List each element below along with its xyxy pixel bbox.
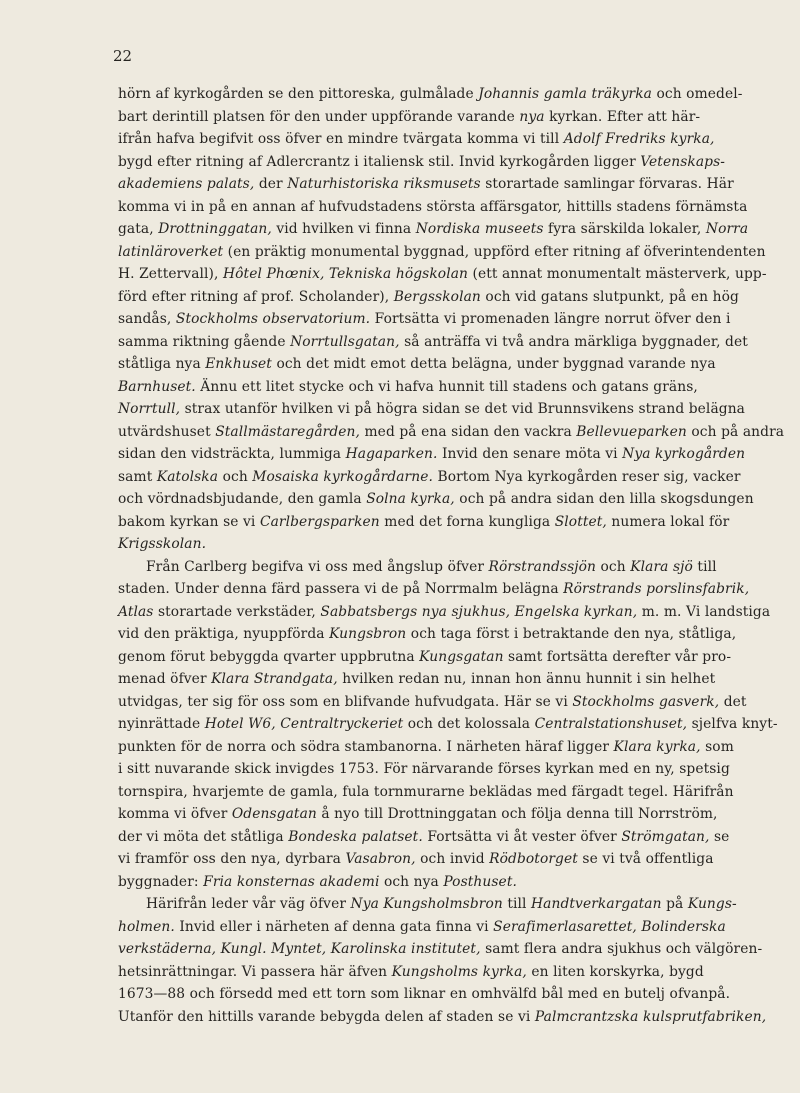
text-line xyxy=(118,196,748,219)
text: kyrkan. Efter att här- xyxy=(544,108,701,125)
text: komma vi öfver xyxy=(118,806,232,822)
text-line xyxy=(118,601,771,624)
text: som xyxy=(700,738,734,755)
text: nyinrättade xyxy=(118,716,205,732)
text: sidan den vidsträckta, lummiga xyxy=(118,446,346,462)
italic-text: Sabbatsbergs nya sjukhus, Engelska kyrkan, xyxy=(320,603,638,620)
text-line xyxy=(118,691,747,714)
text: och vid gatans slutpunkt, på en hög xyxy=(480,288,739,305)
text-line xyxy=(118,286,739,309)
text: så anträffa vi två andra märkliga byggnader, det xyxy=(399,333,748,350)
italic-text: Johannis gamla träkyrka xyxy=(478,86,652,102)
text: med det forna kungliga xyxy=(379,513,555,530)
italic-text: Vetenskaps- xyxy=(640,153,726,170)
text-line xyxy=(118,983,731,1006)
text-line xyxy=(118,893,737,916)
text: Invid den senare möta vi xyxy=(437,446,623,462)
italic-text: Odensgatan xyxy=(231,806,317,822)
italic-text: Palmcrantzska kulsprutfabriken, xyxy=(534,1008,767,1025)
text: sandås, xyxy=(118,311,176,327)
text: till xyxy=(502,896,532,912)
italic-text: Naturhistoriska riksmusets xyxy=(287,176,481,192)
text-line xyxy=(118,848,714,871)
italic-text: Rörstrands porslinsfabrik, xyxy=(563,581,750,597)
italic-text: Bellevueparken xyxy=(576,423,687,440)
text-line xyxy=(118,938,763,961)
body-text xyxy=(118,83,785,1028)
italic-text: Rödbotorget xyxy=(489,851,578,867)
text: utvärdshuset xyxy=(118,423,216,440)
text: strax utanför hvilken vi på högra sidan se det vid Brunnsvikens strand belägna xyxy=(180,401,746,417)
text: samt xyxy=(118,468,157,485)
text: det xyxy=(719,693,747,710)
text: och på andra xyxy=(686,423,785,440)
text: Från Carlberg begifva vi oss med ångslup öfver xyxy=(146,558,489,575)
text: och på andra sidan den lilla skogsdungen xyxy=(454,491,754,507)
italic-text: Norra xyxy=(705,221,749,237)
text-line xyxy=(118,736,734,759)
text: der vi möta det ståtliga xyxy=(118,828,289,845)
italic-text: Vasabron, xyxy=(345,851,416,867)
text-line xyxy=(118,173,734,196)
text: bygd efter ritning af Adlercrantz i italiensk stil. Invid kyrkogården ligger xyxy=(118,153,641,170)
text: Härifrån leder vår väg öfver xyxy=(146,896,351,912)
text-line xyxy=(118,1006,767,1029)
italic-text: Bergsskolan xyxy=(393,288,481,305)
text-line xyxy=(118,128,715,151)
text: en liten korskyrka, bygd xyxy=(526,963,704,980)
text: hvilken redan nu, innan hon ännu hunnit i sin helhet xyxy=(337,671,716,687)
text: Bortom Nya kyrkogården reser sig, vacker xyxy=(432,468,741,485)
text-line xyxy=(118,263,767,286)
italic-text: Kungsholms kyrka, xyxy=(391,963,527,980)
italic-text: Klara kyrka, xyxy=(613,738,701,755)
text: byggnader: xyxy=(118,873,204,890)
text: Fortsätta vi åt vester öfver xyxy=(422,828,622,845)
text: och vördnadsbjudande, den gamla xyxy=(118,491,367,507)
italic-text: Drottninggatan, xyxy=(158,221,272,237)
text: der xyxy=(254,176,288,192)
text-line xyxy=(118,916,726,939)
italic-text: Kungs- xyxy=(687,896,737,912)
text: å nyo till Drottninggatan och följa denna till Norrström, xyxy=(316,806,718,822)
text: och nya xyxy=(379,873,444,890)
italic-text: Fria konsternas akademi xyxy=(203,873,380,890)
italic-text: Carlbergsparken xyxy=(259,513,380,530)
italic-text: Solna kyrka, xyxy=(366,491,455,507)
text: till xyxy=(692,558,717,575)
italic-text: Stallmästaregården, xyxy=(215,423,361,440)
text-line xyxy=(118,151,726,174)
text-line xyxy=(118,83,743,106)
text: tornspira, hvarjemte de gamla, fula tornmurarne beklädas med färgadt tegel. Härifrån xyxy=(118,783,734,800)
text: på xyxy=(661,896,688,912)
italic-text: Nya Kungsholmsbron xyxy=(350,896,503,912)
text: bakom kyrkan se vi xyxy=(118,513,260,530)
text-line xyxy=(118,781,734,804)
italic-text: nya xyxy=(519,108,545,125)
text-line xyxy=(118,308,731,331)
text: ståtliga nya xyxy=(118,356,206,372)
italic-text: Stockholms observatorium. xyxy=(175,311,371,327)
text: förd efter ritning af prof. Scholander), xyxy=(118,288,394,305)
text: fyra särskilda lokaler, xyxy=(543,221,706,237)
text: genom förut bebyggda qvarter uppbrutna xyxy=(118,648,420,665)
italic-text: Hagaparken. xyxy=(345,446,438,462)
italic-text: Hotel W6, Centraltryckeriet xyxy=(204,716,404,732)
italic-text: Centralstationshuset, xyxy=(534,716,688,732)
italic-text: Norrtull, xyxy=(118,401,181,417)
italic-text: Bondeska palatset. xyxy=(288,828,423,845)
text-line xyxy=(118,421,785,444)
italic-text: Serafimerlasarettet, Bolinderska xyxy=(493,918,726,935)
text: Fortsätta vi promenaden längre norrut öfver den i xyxy=(370,311,731,327)
italic-text: Handtverkargatan xyxy=(531,896,662,912)
text-line xyxy=(118,826,730,849)
italic-text: Kungsbron xyxy=(329,626,407,642)
text: ifrån hafva begifvit oss öfver en mindre tvärgata komma vi till xyxy=(118,131,564,147)
text: i sitt nuvarande skick invigdes 1753. För närvarande förses kyrkan med en ny, spetsig xyxy=(118,761,730,777)
italic-text: latinläroverket xyxy=(118,243,224,260)
italic-text: Atlas xyxy=(118,603,154,620)
text: Ännu ett litet stycke och vi hafva hunnit till stadens och gatans gräns, xyxy=(195,378,698,395)
text: och xyxy=(596,558,631,575)
text-line xyxy=(118,713,778,736)
italic-text: Klara sjö xyxy=(630,558,693,575)
text: bart derintill platsen för den under uppförande varande xyxy=(118,108,520,125)
text: punkten för de norra och södra stambanorna. I närheten häraf ligger xyxy=(118,738,614,755)
text: se xyxy=(709,828,730,845)
italic-text: Katolska xyxy=(156,468,219,485)
italic-text: Slottet, xyxy=(554,513,607,530)
italic-text: Stockholms gasverk, xyxy=(572,693,720,710)
text-line xyxy=(118,646,732,669)
text-line xyxy=(118,961,704,984)
text-line xyxy=(118,106,701,129)
text: storartade samlingar förvaras. Här xyxy=(480,176,734,192)
italic-text: Adolf Fredriks kyrka, xyxy=(563,131,715,147)
text-line xyxy=(118,331,748,354)
text-line xyxy=(118,241,766,264)
text: med på ena sidan den vackra xyxy=(360,423,577,440)
text-line xyxy=(118,398,746,421)
text-line xyxy=(118,668,716,691)
text: hetsinrättningar. Vi passera här äfven xyxy=(118,963,392,980)
italic-text: Enkhuset xyxy=(205,356,272,372)
text: och xyxy=(218,468,253,485)
text: och det kolossala xyxy=(403,716,535,732)
text: se vi två offentliga xyxy=(577,851,714,867)
text-line xyxy=(118,803,718,826)
text: vid den präktiga, nyuppförda xyxy=(118,626,330,642)
text: numera lokal för xyxy=(606,513,730,530)
italic-text: Nordiska museets xyxy=(415,221,544,237)
text: sjelfva knyt- xyxy=(687,716,778,732)
italic-text: Norrtullsgatan, xyxy=(290,333,400,350)
text: H. Zettervall), xyxy=(118,266,224,282)
text-line xyxy=(118,758,730,781)
italic-text: Posthuset. xyxy=(443,873,517,890)
text: Invid eller i närheten af denna gata finna vi xyxy=(174,918,494,935)
text-line xyxy=(118,511,730,534)
text: (en präktig monumental byggnad, uppförd efter ritning af öfverintendenten xyxy=(223,243,766,260)
text: Utanför den hittills varande bebygda delen af staden se vi xyxy=(118,1008,535,1025)
italic-text: Kungsgatan xyxy=(419,648,504,665)
text-line xyxy=(118,353,716,376)
text: och omedel- xyxy=(651,86,743,102)
text-line xyxy=(118,376,698,399)
italic-text: verkstäderna, Kungl. Myntet, Karolinska institutet, xyxy=(118,941,481,957)
italic-text: Hôtel Phœnix, Tekniska högskolan xyxy=(223,266,469,282)
text: 1673—88 och försedd med ett torn som liknar en omhvälfd bål med en butelj ofvanpå. xyxy=(118,986,731,1002)
italic-text: holmen. xyxy=(118,918,175,935)
text-line xyxy=(118,488,754,511)
text: staden. Under denna färd passera vi de på Norrmalm belägna xyxy=(118,581,564,597)
italic-text: Krigsskolan. xyxy=(118,536,207,552)
page-number: 22 xyxy=(113,47,133,65)
text-line xyxy=(118,218,749,241)
text: (ett annat monumentalt mästerverk, upp- xyxy=(468,266,767,282)
text-line xyxy=(118,466,741,489)
italic-text: akademiens palats, xyxy=(118,176,255,192)
text: storartade verkstäder, xyxy=(153,603,321,620)
italic-text: Rörstrandssjön xyxy=(488,558,597,575)
text: komma vi in på en annan af hufvudstadens största affärsgator, hittills stadens förnämsta xyxy=(118,198,748,215)
text: menad öfver xyxy=(118,671,212,687)
text: samma riktning gående xyxy=(118,333,291,350)
text: vid hvilken vi finna xyxy=(271,221,416,237)
italic-text: Mosaiska kyrkogårdarne. xyxy=(252,468,433,485)
italic-text: Nya kyrkogården xyxy=(622,446,746,462)
text-line xyxy=(118,578,750,601)
text: och taga först i betraktande den nya, ståtliga, xyxy=(406,626,737,642)
text-line xyxy=(118,443,746,466)
text: utvidgas, ter sig för oss som en blifvande hufvudgata. Här se vi xyxy=(118,693,573,710)
text: samt flera andra sjukhus och välgören- xyxy=(480,941,763,957)
text-line xyxy=(118,871,682,894)
text-line xyxy=(118,623,737,646)
text: vi framför oss den nya, dyrbara xyxy=(118,851,346,867)
text-line xyxy=(118,533,682,556)
italic-text: Barnhuset. xyxy=(118,378,196,395)
text-line xyxy=(118,556,717,579)
italic-text: Klara Strandgata, xyxy=(211,671,338,687)
text: och det midt emot detta belägna, under byggnad varande nya xyxy=(271,356,716,372)
text: m. m. Vi landstiga xyxy=(637,603,771,620)
text: gata, xyxy=(118,221,159,237)
text: och invid xyxy=(415,851,490,867)
italic-text: Strömgatan, xyxy=(621,828,710,845)
text: hörn af kyrkogården se den pittoreska, gulmålade xyxy=(118,86,479,102)
text: samt fortsätta derefter vår pro- xyxy=(503,648,732,665)
